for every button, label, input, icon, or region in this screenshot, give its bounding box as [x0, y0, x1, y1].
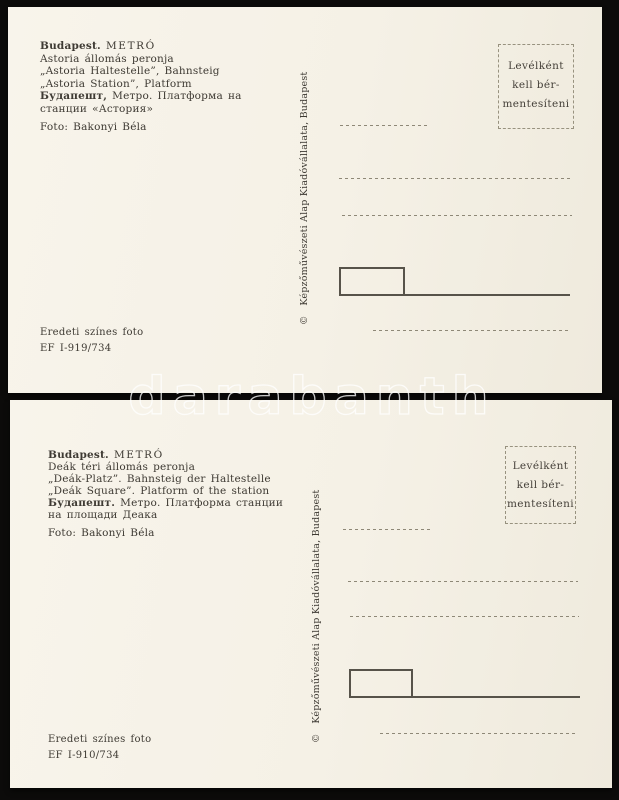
stamp-box-line: mentesíteni [506, 498, 575, 510]
darabanth-watermark: darabanth [128, 367, 496, 427]
caption-line-ru1: Будапешт, Метро. Платформа на [40, 90, 242, 103]
catalog-number: EF I-919/734 [40, 343, 112, 354]
caption-line-en: „Astoria Station”, Platform [40, 77, 192, 90]
stamp-box [505, 446, 576, 524]
address-line [339, 178, 571, 179]
stamp-box-line: mentesíteni [502, 98, 570, 110]
postal-code-box [349, 669, 413, 698]
stamp-box [498, 44, 574, 129]
address-line-short [343, 529, 433, 530]
caption-line-hu: Astoria állomás peronja [40, 52, 174, 65]
postcard-back-deak [10, 400, 612, 788]
catalog-number: EF I-910/734 [48, 750, 120, 761]
photo-credit: Foto: Bakonyi Béla [48, 526, 155, 539]
stamp-box-line: Levélként [512, 460, 569, 472]
photo-type-label: Eredeti színes foto [48, 734, 152, 745]
publisher-credit-vertical: © Képzőművészeti Alap Kiadóvállalata, Budapest [299, 71, 310, 325]
address-line [380, 733, 577, 734]
address-baseline [339, 294, 570, 296]
caption-line-de: „Deák-Platz”. Bahnsteig der Haltestelle [48, 473, 271, 486]
caption-line-ru2: станции «Астория» [40, 102, 154, 115]
stamp-box-line: kell bér- [512, 79, 560, 91]
stamp-box-line: kell bér- [516, 479, 565, 491]
photo-type-label: Eredeti színes foto [40, 327, 144, 338]
caption-line-ru1: Будапешт. Метро. Платформа станции [48, 497, 284, 510]
caption-title: Budapest. METRÓ [40, 40, 156, 52]
address-line [348, 581, 578, 582]
footer-block [40, 327, 143, 354]
address-line-short [340, 125, 428, 126]
caption-block [40, 40, 242, 133]
caption-block [48, 449, 283, 539]
postal-code-box [339, 267, 405, 296]
footer-block [48, 734, 151, 761]
caption-line-de: „Astoria Haltestelle”, Bahnsteig [40, 65, 220, 78]
photo-credit: Foto: Bakonyi Béla [40, 120, 147, 133]
address-line [373, 330, 570, 331]
address-line [350, 616, 579, 617]
address-line [342, 215, 572, 216]
postcard-back-astoria [8, 7, 602, 393]
stamp-box-line: Levélként [508, 60, 564, 72]
caption-title: Budapest. METRÓ [48, 449, 164, 461]
address-baseline [349, 696, 580, 698]
publisher-credit-vertical: © Képzőművészeti Alap Kiadóvállalata, Budapest [311, 489, 322, 743]
caption-line-ru2: на площади Деака [48, 509, 158, 522]
caption-line-en: „Deák Square”. Platform of the station [48, 485, 270, 498]
caption-line-hu: Deák téri állomás peronja [48, 461, 196, 474]
